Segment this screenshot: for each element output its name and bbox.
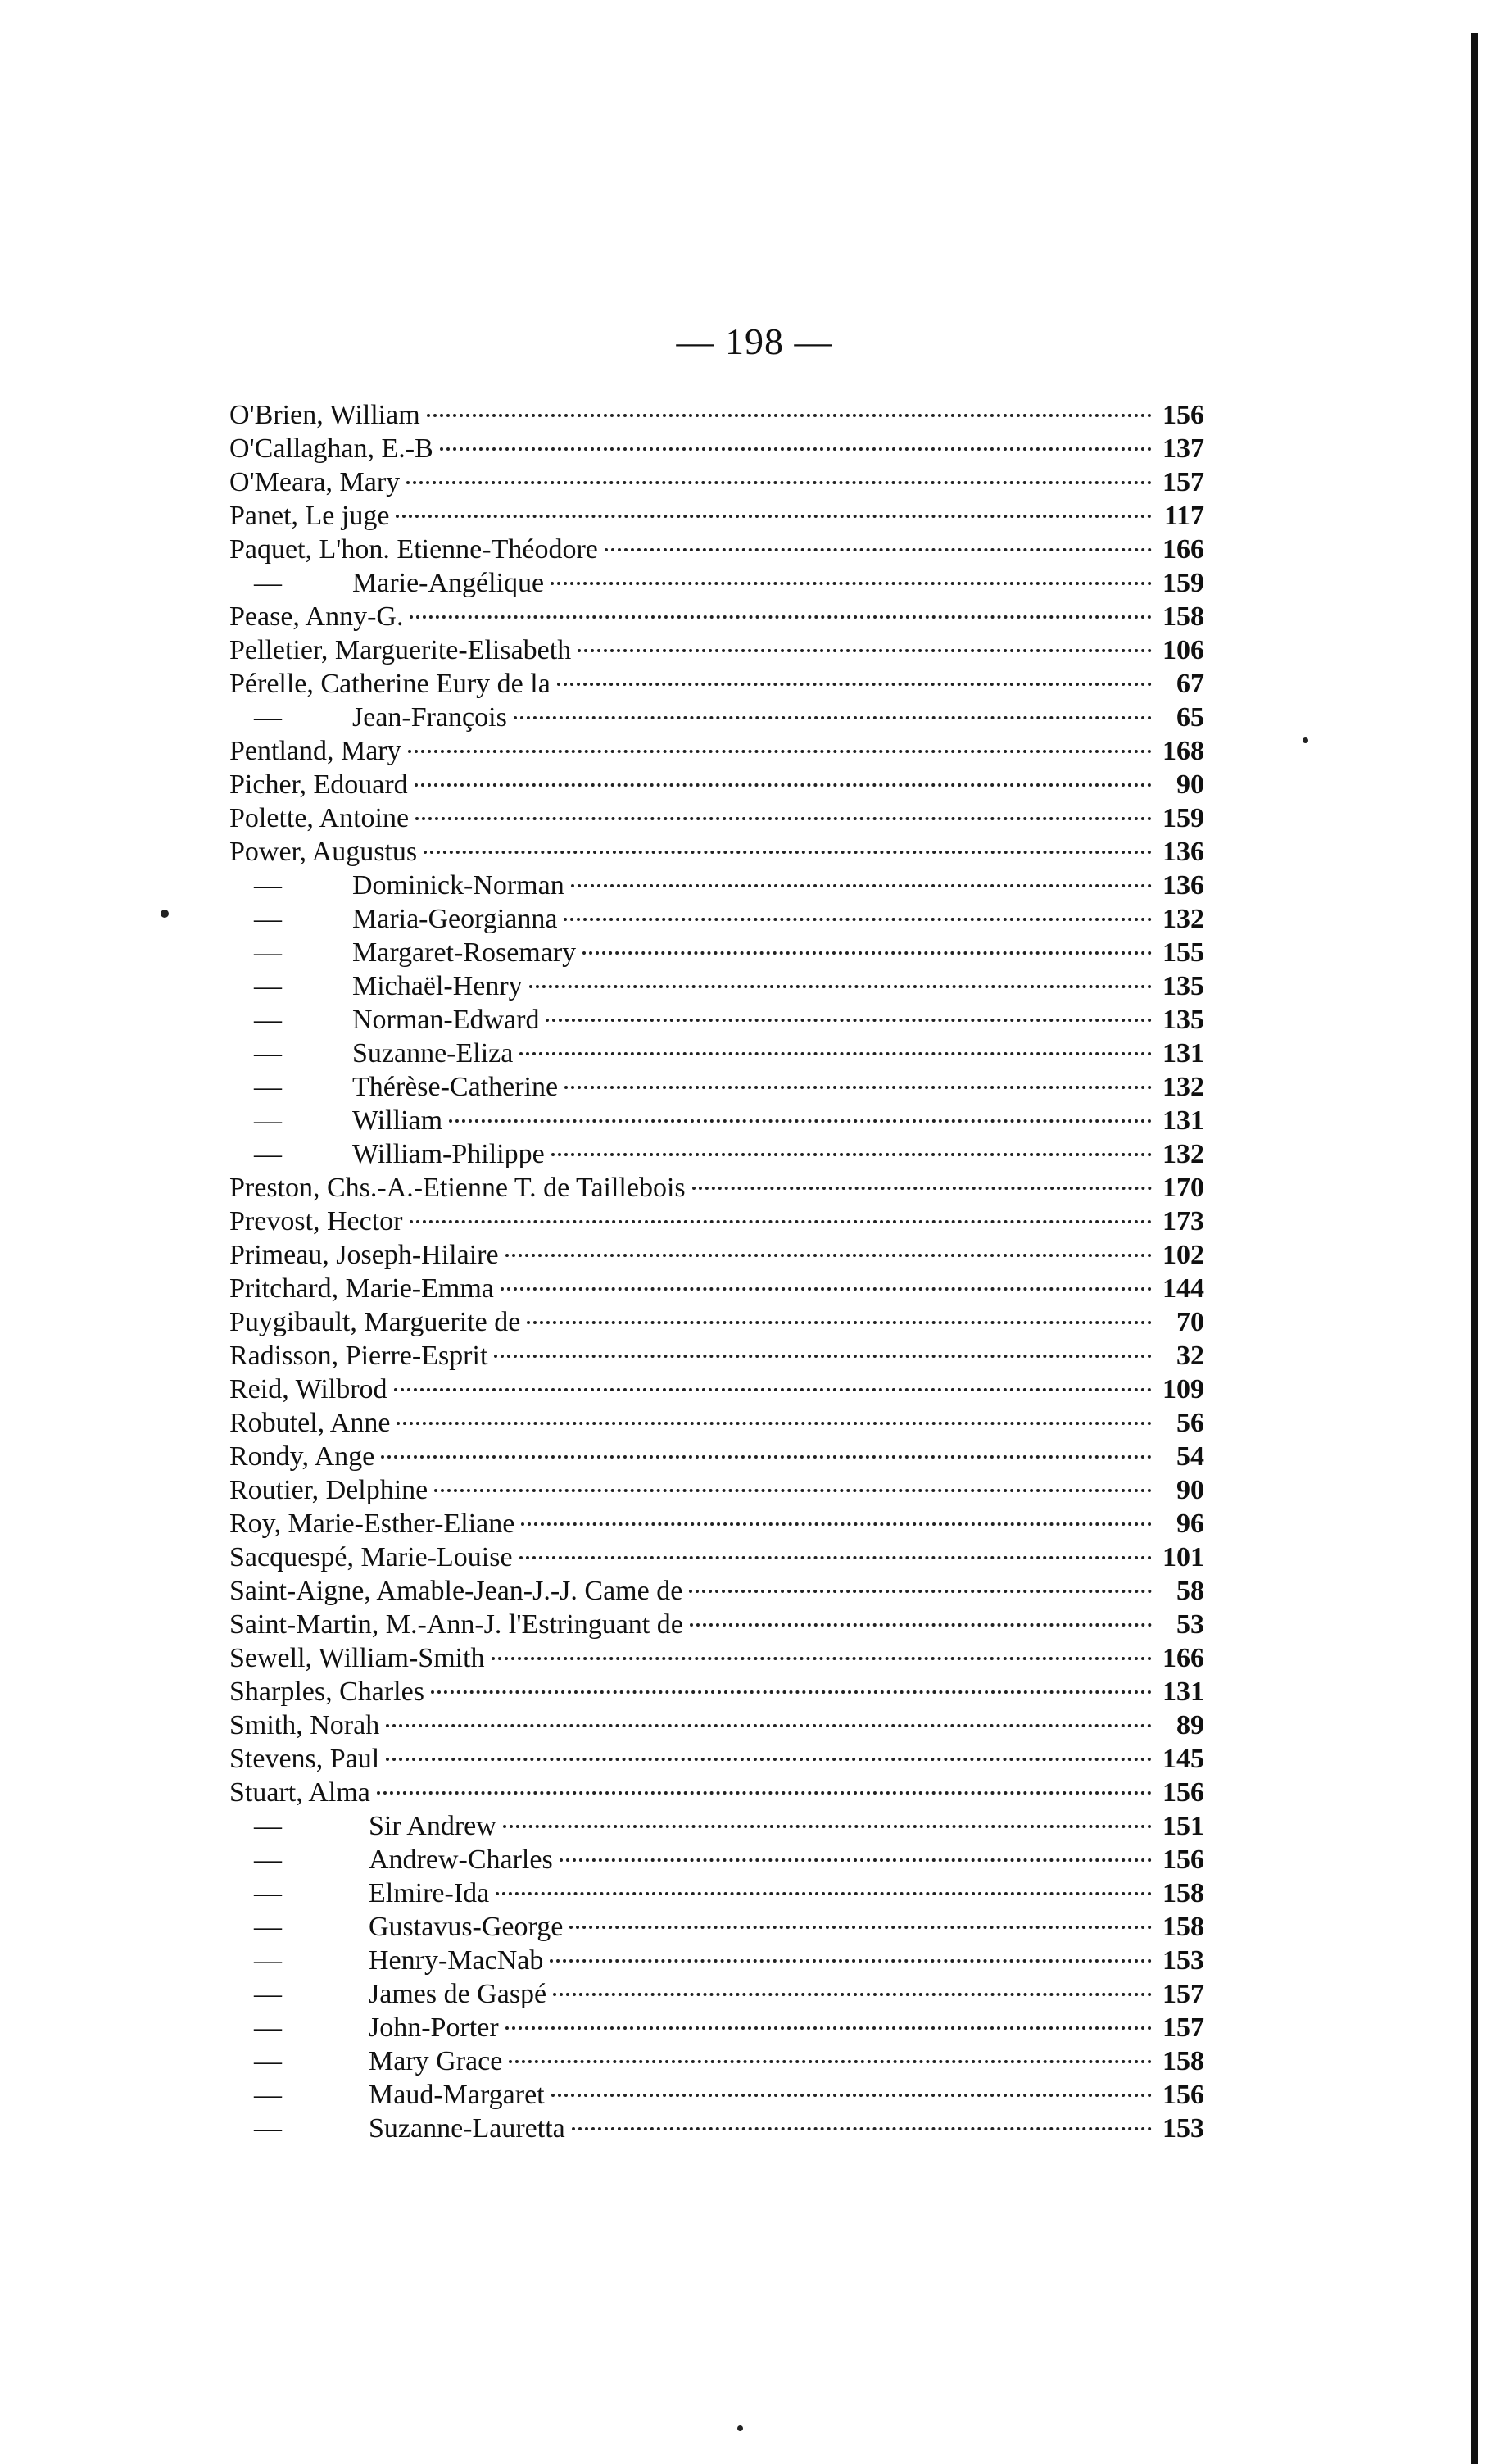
entry-page-number: 157 [1162, 467, 1204, 497]
index-entry [229, 667, 1204, 701]
entry-page-number: 132 [1162, 1139, 1204, 1169]
dot-leader [415, 817, 1152, 820]
entry-page-number: 158 [1162, 1912, 1204, 1942]
ditto-dash: — [254, 1845, 282, 1875]
index-entry [229, 1003, 1204, 1037]
ditto-dash: — [254, 2113, 282, 2144]
entry-page-number: 156 [1162, 1845, 1204, 1875]
index-entry [229, 1876, 1204, 1910]
entry-name: Elmire-Ida [369, 1878, 490, 1908]
entry-name: Pelletier, Marguerite-Elisabeth [229, 635, 572, 665]
entry-page-number: 67 [1176, 669, 1204, 699]
index-entry [229, 1339, 1204, 1373]
entry-name: Sewell, William-Smith [229, 1643, 485, 1673]
entry-page-number: 168 [1162, 736, 1204, 766]
dot-leader [564, 1086, 1152, 1089]
entry-name: Roy, Marie-Esther-Eliane [229, 1509, 515, 1539]
entry-page-number: 158 [1162, 601, 1204, 632]
index-entry [229, 2078, 1204, 2112]
dot-leader [572, 2127, 1152, 2130]
index-entry [229, 1305, 1204, 1339]
entry-page-number: 65 [1176, 702, 1204, 733]
entry-page-number: 153 [1162, 2113, 1204, 2144]
entry-name: Jean-François [352, 702, 507, 733]
dot-leader [605, 548, 1152, 551]
entry-page-number: 157 [1162, 2012, 1204, 2043]
entry-page-number: 101 [1162, 1542, 1204, 1572]
entry-name: Norman-Edward [352, 1005, 540, 1035]
entry-name: Stevens, Paul [229, 1744, 380, 1774]
entry-page-number: 32 [1176, 1341, 1204, 1371]
dot-leader [509, 2060, 1152, 2063]
entry-name: John-Porter [369, 2012, 499, 2043]
dot-leader [386, 1724, 1152, 1727]
dot-leader [434, 1489, 1152, 1492]
ditto-dash: — [254, 1811, 282, 1841]
index-entry [229, 701, 1204, 734]
dot-leader [692, 1187, 1152, 1190]
entry-page-number: 89 [1176, 1710, 1204, 1740]
entry-name: Power, Augustus [229, 837, 418, 867]
index-entry [229, 1809, 1204, 1843]
entry-name: Sir Andrew [369, 1811, 496, 1841]
index-entry [229, 1440, 1204, 1473]
entry-page-number: 158 [1162, 1878, 1204, 1908]
entry-page-number: 173 [1162, 1206, 1204, 1237]
dot-leader [519, 1556, 1152, 1559]
entry-name: Pritchard, Marie-Emma [229, 1273, 494, 1304]
entry-page-number: 156 [1162, 400, 1204, 430]
index-entry [229, 1742, 1204, 1776]
index-entry [229, 600, 1204, 633]
entry-name: William [352, 1105, 443, 1136]
index-entry [229, 1574, 1204, 1608]
dot-leader [427, 414, 1152, 417]
index-entry [229, 1238, 1204, 1272]
ditto-dash: — [254, 1945, 282, 1976]
entry-name: James de Gaspé [369, 1979, 547, 2009]
entry-name: Suzanne-Eliza [352, 1038, 514, 1069]
entry-page-number: 151 [1162, 1811, 1204, 1841]
ink-speck [737, 2425, 743, 2431]
ditto-dash: — [254, 1912, 282, 1942]
entry-page-number: 159 [1162, 568, 1204, 598]
entry-name: William-Philippe [352, 1139, 545, 1169]
index-entry [229, 869, 1204, 902]
entry-page-number: 170 [1162, 1173, 1204, 1203]
index-entry [229, 1507, 1204, 1541]
entry-name: O'Brien, William [229, 400, 420, 430]
dot-leader [551, 2094, 1152, 2097]
entry-name: Michaël-Henry [352, 971, 523, 1001]
ditto-dash: — [254, 702, 282, 733]
index-entry [229, 566, 1204, 600]
entry-name: Saint-Aigne, Amable-Jean-J.-J. Came de [229, 1576, 683, 1606]
index-entry [229, 465, 1204, 499]
index-entry [229, 633, 1204, 667]
ditto-dash: — [254, 870, 282, 901]
entry-name: Gustavus-George [369, 1912, 564, 1942]
entry-name: Paquet, L'hon. Etienne-Théodore [229, 534, 598, 565]
ditto-dash: — [254, 1139, 282, 1169]
index-entry [229, 1171, 1204, 1205]
entry-page-number: 131 [1162, 1038, 1204, 1069]
dot-leader [546, 1019, 1152, 1022]
entry-name: O'Meara, Mary [229, 467, 401, 497]
dot-leader [377, 1791, 1152, 1795]
entry-name: Stuart, Alma [229, 1777, 370, 1808]
entry-name: O'Callaghan, E.-B [229, 433, 433, 464]
ditto-dash: — [254, 1038, 282, 1069]
ditto-dash: — [254, 1072, 282, 1102]
page-number: — 198 — [676, 320, 833, 362]
index-entry [229, 1675, 1204, 1708]
dot-leader [689, 1590, 1152, 1593]
index-entry [229, 835, 1204, 869]
entry-page-number: 102 [1162, 1240, 1204, 1270]
entry-name: Maud-Margaret [369, 2080, 545, 2110]
entry-page-number: 155 [1162, 937, 1204, 968]
entry-page-number: 159 [1162, 803, 1204, 833]
entry-page-number: 90 [1176, 769, 1204, 800]
ditto-dash: — [254, 1878, 282, 1908]
index-entry [229, 1977, 1204, 2011]
entry-page-number: 53 [1176, 1609, 1204, 1640]
dot-leader [396, 515, 1152, 518]
entry-name: Sacquespé, Marie-Louise [229, 1542, 513, 1572]
entry-page-number: 166 [1162, 1643, 1204, 1673]
entry-page-number: 166 [1162, 534, 1204, 565]
index-entry [229, 1037, 1204, 1070]
index-entry [229, 1104, 1204, 1137]
dot-leader [527, 1321, 1152, 1324]
index-entry [229, 1070, 1204, 1104]
dot-leader [440, 447, 1152, 451]
entry-name: Reid, Wilbrod [229, 1374, 387, 1404]
entry-name: Routier, Delphine [229, 1475, 428, 1505]
dot-leader [550, 1959, 1152, 1963]
ink-speck [1303, 737, 1308, 743]
entry-page-number: 156 [1162, 2080, 1204, 2110]
dot-leader [521, 1522, 1152, 1526]
entry-page-number: 106 [1162, 635, 1204, 665]
index-entry [229, 1137, 1204, 1171]
dot-leader [381, 1455, 1152, 1459]
ditto-dash: — [254, 904, 282, 934]
entry-name: Saint-Martin, M.-Ann-J. l'Estringuant de [229, 1609, 683, 1640]
dot-leader [569, 1926, 1152, 1929]
index-entry [229, 398, 1204, 432]
entry-page-number: 90 [1176, 1475, 1204, 1505]
entry-name: Margaret-Rosemary [352, 937, 577, 968]
index-entry [229, 1205, 1204, 1238]
index-entry [229, 533, 1204, 566]
entry-name: Primeau, Joseph-Hilaire [229, 1240, 499, 1270]
dot-leader [578, 649, 1152, 652]
dot-leader [519, 1052, 1152, 1055]
index-entry [229, 768, 1204, 801]
dot-leader [415, 783, 1152, 787]
name-index-list [229, 398, 1204, 2145]
index-entry [229, 936, 1204, 969]
dot-leader [494, 1355, 1152, 1358]
entry-page-number: 144 [1162, 1273, 1204, 1304]
dot-leader [449, 1119, 1152, 1123]
dot-leader [582, 951, 1152, 955]
dot-leader [406, 481, 1152, 484]
index-entry [229, 1843, 1204, 1876]
entry-page-number: 54 [1176, 1441, 1204, 1472]
index-entry [229, 2112, 1204, 2145]
index-entry [229, 2044, 1204, 2078]
entry-name: Suzanne-Lauretta [369, 2113, 565, 2144]
index-entry [229, 1473, 1204, 1507]
dot-leader [397, 1422, 1152, 1425]
entry-name: Preston, Chs.-A.-Etienne T. de Taillebois [229, 1173, 686, 1203]
dot-leader [424, 851, 1152, 854]
dot-leader [571, 884, 1152, 887]
entry-name: Picher, Edouard [229, 769, 408, 800]
entry-page-number: 96 [1176, 1509, 1204, 1539]
index-entry [229, 969, 1204, 1003]
entry-page-number: 136 [1162, 870, 1204, 901]
dot-leader [501, 1287, 1152, 1291]
dot-leader [492, 1657, 1152, 1660]
index-entry [229, 1272, 1204, 1305]
dot-leader [505, 1254, 1152, 1257]
index-entry [229, 499, 1204, 533]
entry-name: Henry-MacNab [369, 1945, 544, 1976]
entry-name: Radisson, Pierre-Esprit [229, 1341, 488, 1371]
ditto-dash: — [254, 2012, 282, 2043]
ditto-dash: — [254, 937, 282, 968]
index-entry [229, 902, 1204, 936]
dot-leader [551, 582, 1152, 585]
index-entry [229, 2011, 1204, 2044]
entry-name: Pease, Anny-G. [229, 601, 404, 632]
entry-name: Pérelle, Catherine Eury de la [229, 669, 551, 699]
entry-name: Robutel, Anne [229, 1408, 391, 1438]
entry-page-number: 156 [1162, 1777, 1204, 1808]
index-entry [229, 1406, 1204, 1440]
ink-speck [161, 910, 169, 918]
entry-name: Rondy, Ange [229, 1441, 375, 1472]
index-entry [229, 734, 1204, 768]
entry-name: Andrew-Charles [369, 1845, 553, 1875]
index-entry [229, 1708, 1204, 1742]
dot-leader [408, 750, 1152, 753]
dot-leader [394, 1388, 1152, 1391]
index-entry [229, 801, 1204, 835]
entry-page-number: 153 [1162, 1945, 1204, 1976]
dot-leader [564, 918, 1152, 921]
entry-name: Maria-Georgianna [352, 904, 558, 934]
entry-page-number: 109 [1162, 1374, 1204, 1404]
entry-name: Marie-Angélique [352, 568, 545, 598]
dot-leader [553, 1993, 1152, 1996]
entry-name: Thérèse-Catherine [352, 1072, 559, 1102]
entry-page-number: 158 [1162, 2046, 1204, 2076]
entry-name: Prevost, Hector [229, 1206, 403, 1237]
entry-name: Panet, Le juge [229, 501, 390, 531]
entry-page-number: 131 [1162, 1105, 1204, 1136]
dot-leader [410, 1220, 1152, 1223]
index-entry [229, 1608, 1204, 1641]
entry-name: Smith, Norah [229, 1710, 380, 1740]
ditto-dash: — [254, 568, 282, 598]
dot-leader [503, 1825, 1152, 1828]
entry-page-number: 136 [1162, 837, 1204, 867]
dot-leader [557, 683, 1152, 686]
ditto-dash: — [254, 2080, 282, 2110]
entry-name: Sharples, Charles [229, 1677, 424, 1707]
dot-leader [386, 1758, 1152, 1761]
index-entry [229, 1541, 1204, 1574]
entry-page-number: 157 [1162, 1979, 1204, 2009]
entry-page-number: 137 [1162, 433, 1204, 464]
ditto-dash: — [254, 971, 282, 1001]
index-entry [229, 1776, 1204, 1809]
entry-name: Polette, Antoine [229, 803, 410, 833]
dot-leader [505, 2026, 1152, 2030]
dot-leader [529, 985, 1152, 988]
entry-page-number: 70 [1176, 1307, 1204, 1337]
entry-page-number: 135 [1162, 971, 1204, 1001]
dot-leader [551, 1153, 1152, 1156]
dot-leader [496, 1892, 1152, 1895]
index-entry [229, 1641, 1204, 1675]
index-entry [229, 1944, 1204, 1977]
entry-name: Puygibault, Marguerite de [229, 1307, 521, 1337]
entry-page-number: 56 [1176, 1408, 1204, 1438]
dot-leader [514, 716, 1152, 719]
index-entry [229, 432, 1204, 465]
entry-page-number: 145 [1162, 1744, 1204, 1774]
entry-page-number: 132 [1162, 904, 1204, 934]
index-entry [229, 1910, 1204, 1944]
dot-leader [410, 615, 1152, 619]
ditto-dash: — [254, 1105, 282, 1136]
entry-page-number: 58 [1176, 1576, 1204, 1606]
ditto-dash: — [254, 1979, 282, 2009]
entry-page-number: 132 [1162, 1072, 1204, 1102]
entry-name: Pentland, Mary [229, 736, 401, 766]
ditto-dash: — [254, 2046, 282, 2076]
entry-page-number: 135 [1162, 1005, 1204, 1035]
dot-leader [431, 1690, 1152, 1694]
entry-name: Mary Grace [369, 2046, 503, 2076]
page-edge-rule [1471, 33, 1478, 2464]
dot-leader [560, 1858, 1152, 1862]
dot-leader [690, 1623, 1152, 1627]
index-entry [229, 1373, 1204, 1406]
entry-page-number: 117 [1163, 501, 1204, 531]
entry-page-number: 131 [1162, 1677, 1204, 1707]
entry-name: Dominick-Norman [352, 870, 564, 901]
ditto-dash: — [254, 1005, 282, 1035]
